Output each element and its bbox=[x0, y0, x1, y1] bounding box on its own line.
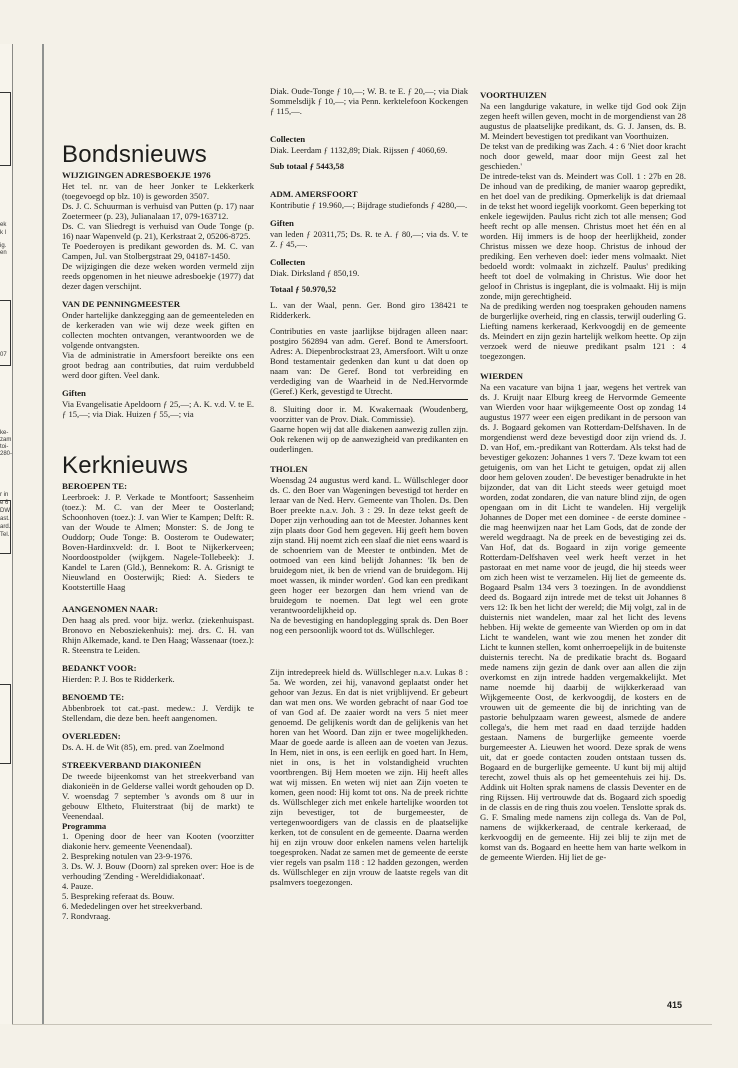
paragraph: Contributies en vaste jaarlijkse bijdragen alleen naar: postgiro 562894 van adm. Geref. Bond te Amersfoort. Adres: A. Diepenbrockstraat 23, Amersfoort. Wilt u onze Bond testamentair gedenken dan kunt u dat doen op naam van: De Geref. Bond tot verbreiding en verdediging van de Waarheid in de Ned.Hervormde (Geref.) Kerk, gevestigd te Utrecht. bbox=[270, 326, 468, 396]
page-number: 415 bbox=[667, 1000, 683, 1010]
list-item: 6. Mededelingen over het streekverband. bbox=[62, 901, 203, 911]
aangenomen-heading: AANGENOMEN NAAR: bbox=[62, 604, 159, 614]
collecten-heading: Collecten bbox=[270, 257, 306, 267]
paragraph: Leerbroek: J. P. Verkade te Montfoort; Sassenheim (toez.): M. C. van der Meer te Oosterland; Schoonhoven (toez.): J. van Wier te Kampen; Delft: R. van der Woude te Almen; Monster: S. de Jong te Ouddorp; Oude Tonge: B. Oosterom te Oudewater; Boven-Hardinxveld: dr. I. Boot te Nijkerkerveen; Noordoostpolder (wijkgem. Nagele-Tollebeek): J. Kandel te Laren (Gld.), Bennekom: R. A. Grisnigt te Nieuwland en Oosterwijk; Ried: A. Sieders te Kootstertille Haag bbox=[62, 492, 254, 592]
margin-fragment: 07 bbox=[0, 352, 7, 358]
binding-gutter bbox=[42, 44, 44, 1024]
list-item: 5. Bespreking referaat ds. Bouw. bbox=[62, 891, 175, 901]
list-item: 3. Ds. W. J. Bouw (Doorn) zal spreken over: Hoe is de verhouding 'Zending - Wereldidiakonaat'. bbox=[62, 861, 254, 881]
list-item: 2. Bespreking notulen van 23-9-1976. bbox=[62, 851, 193, 861]
penning-heading: VAN DE PENNINGMEESTER bbox=[62, 299, 181, 309]
paragraph: Na een langdurige vakature, in welke tijd God ook Zijn zegen heeft willen geven, mocht in de morgendienst van 28 augustus de plaatselijke predikant, ds. G. J. Jansen, ds. B. M. Meindert bevestigen tot predikant van Voorthuizen. bbox=[480, 101, 686, 141]
paragraph: Zijn intredepreek hield ds. Wüllschleger n.a.v. Lukas 8 : 5a. We worden, zei hij, vanavond geplaatst onder het gehoor van Jezus. En dat is niet vrijblijvend. Er gebeurt dan wat men ons. We worden gebracht of naar God toe of van God af. De zaaier wordt na vers 5 niet meer genoemd. De gelijkenis wordt dan de gelijkenis van het horen van het Woord. Dan zijn er twee mogelijkheden. Maar de goede aarde is alleen aan de voeten van Jezus. In Hem, niet in ons, is een eerlijk en goed hart. In Hem, niet in ons, is het in volstandigheid vruchten voortbrengen. Bij Hem moeten we zijn. Hij heeft alles wat wij missen. En weten wij niet aan Zijn voeten te komen, geen nood: Hij komt tot ons. Na de preek richtte ds. Wüllschleger zich met enkele hartelijke woorden tot zijn bevestiger, tot de burgemeester, de vertegenwoordigers van de classis en de plaatselijke kerken, tot de consulent en de gemeente. Daarna werden hij en zijn vrouw door enkelen namens velen hartelijk toegesproken. Nadat ze samen met de gemeente de eerste vier regels van psalm 118 : 12 hadden gezongen, werden ds. Wüllschleger en zijn vrouw de laatste regels van dit psalmvers toegezongen. bbox=[270, 667, 468, 887]
margin-fragment: toi- bbox=[0, 444, 9, 450]
margin-fragment: ard. bbox=[0, 524, 11, 530]
giften-heading: Giften bbox=[270, 218, 294, 228]
bedankt-heading: BEDANKT VOOR: bbox=[62, 663, 137, 673]
paragraph: De tweede bijeenkomst van het streekverband van diakonieën in de Gelderse vallei wordt gehouden op D. V. woensdag 7 september 's avonds om 8 uur in gebouw Eltheto, Fluiterstraat (bij de markt) te Veenendaal. bbox=[62, 771, 254, 821]
margin-fragment: ig. bbox=[0, 243, 7, 249]
total: Totaal ƒ 50.970,52 bbox=[270, 284, 337, 294]
collecten-heading: Collecten bbox=[270, 134, 306, 144]
paragraph: De wijzigingen die deze weken worden vermeld zijn reeds opgenomen in het nieuwe adresboekje (1977) dat dezer dagen verschijnt. bbox=[62, 261, 254, 291]
margin-fragment: en bbox=[0, 250, 7, 256]
margin-fragment: k l bbox=[0, 230, 6, 236]
column-1 bbox=[62, 142, 254, 921]
column-3 bbox=[480, 90, 686, 862]
margin-fragment: zam bbox=[0, 437, 12, 443]
paragraph: van leden ƒ 20311,75; Ds. R. te A. ƒ 80,—; via ds. V. te Z. ƒ 45,—. bbox=[270, 229, 468, 249]
paragraph: Hierden: P. J. Bos te Ridderkerk. bbox=[62, 674, 175, 684]
bondsnieuws-title: Bondsnieuws bbox=[62, 141, 207, 168]
voorthuizen-heading: VOORTHUIZEN bbox=[480, 90, 547, 100]
margin-fragment: 280- bbox=[0, 451, 13, 457]
paragraph: Kontributie ƒ 19.960,—; Bijdrage studiefonds ƒ 4280,—. bbox=[270, 200, 468, 210]
margin-box bbox=[0, 684, 11, 764]
giften-heading: Giften bbox=[62, 388, 86, 398]
kerknieuws-title: Kerknieuws bbox=[62, 452, 189, 479]
signature: L. van der Waal, penn. Ger. Bond giro 138421 te Ridderkerk. bbox=[270, 300, 468, 320]
list-item: 8. Sluiting door ir. M. Kwakernaak (Woudenberg, voorzitter van de Prov. Diak. Commissie). bbox=[270, 404, 468, 424]
paragraph: Na de bevestiging en handoplegging sprak ds. Den Boer nog een persoonlijk woord tot ds. Wüllschleger. bbox=[270, 615, 468, 635]
paragraph: Abbenbroek tot cat.-past. medew.: J. Verdijk te Stellendam, die deze ben. heeft aangenomen. bbox=[62, 703, 254, 723]
paragraph: Via Evangelisatie Apeldoorn ƒ 25,—; A. K. v.d. V. te E. ƒ 15,—; via Diak. Huizen ƒ 55,—; via bbox=[62, 399, 254, 419]
margin-fragment: e 6 bbox=[0, 500, 9, 506]
paragraph: Gaarne hopen wij dat alle diakenen aanwezig zullen zijn. Ook rekenen wij op de aanwezigheid van predikanten en ouderlingen. bbox=[270, 424, 468, 454]
paragraph: Na de prediking werden nog toespraken gehouden namens de burgerlijke overheid, ring en classis, terwijl ouderling G. Liefting namens kerkeraad, Kerkvoogdij en de gemeente ds. Meindert en zijn gezin hartelijk welkom heette. Op zijn verzoek werd de nieuwe predikant psalm 121 : 4 toegezongen. bbox=[480, 301, 686, 361]
column-2 bbox=[270, 86, 468, 887]
paragraph: Het tel. nr. van de heer Jonker te Lekkerkerk (toegevoegd op blz. 10) is geworden 3507. bbox=[62, 181, 254, 201]
margin-box bbox=[0, 500, 11, 554]
divider bbox=[270, 399, 468, 400]
beroepen-heading: BEROEPEN TE: bbox=[62, 481, 128, 491]
margin-fragment: r in bbox=[0, 492, 9, 498]
paragraph: Diak. Dirksland ƒ 850,19. bbox=[270, 268, 360, 278]
paragraph: Diak. Oude-Tonge ƒ 10,—; W. B. te E. ƒ 20,—; via Diak Sommelsdijk ƒ 10,—; via Penn. kerktelefoon Kockengen ƒ 115,—. bbox=[270, 86, 468, 116]
paragraph: Na een vacature van bijna 1 jaar, wegens het vertrek van ds. J. Kruijt naar Elburg kreeg de Hervormde Gemeente van Wierden voor haar wijkgemeente Oost op zondag 14 augustus 1977 weer een eigen predikant in de persoon van ds. J. Bogaard gekomen van Rotterdam-Delfshaven. In de morgendienst werd deze bevestigd door zijn vriend ds. J. D. van Hof, em.-predikant van Rotterdam. Als tekst had de bevestiger gekozen: Johannes 1 vers 7. 'Deze kwam tot een getuigenis, om van het Licht te getuigen, opdat zij allen door hem geloven zouden'. De bevestiger benadrukte in het bijzonder, dat van dit Licht steeds weer getuigd moet worden, zodat zondaren, die van nature blind zijn, de ogen opengaan om in dit Licht te wandelen. Hij vergelijk Johannes de Doper met een dominee - de eerste dominee - die mag heenwijzen naar het Lam Gods, dat de zonde der wereld wegdraagt. Na de preek en de bevestiging zei ds. Van Hof, dat ds. Bogaard in zijn vorige gemeente Rotterdam-Delfshaven veel werk heeft verzet in het pastoraat en met name voor de jeugd, die hij steeds weer om zich heen wist te verzamelen. Hij liet de gemeente ds. Bogaard Psalm 134 vers 3 toezingen. In de avonddienst deed ds. Bogaard zijn intrede met de tekst uit Johannes 8 vers 12: Ik ben het licht der wereld; die Mij volgt, zal in de duisternis niet wandelen, maar zal het licht des levens hebben. Hij wekte de gemeente van Wierden op om in dat Licht te wandelen, want wie zou menen het zonder dit Licht te kunnen stellen, komt onherroepelijk in de buitenste duisternis terecht. Na de predikatie bracht ds. Bogaard mede namens zijn gezin de dank over aan allen die zijn overkomst en zijn intrede hadden vergemakkelijkt. Met name noemde hij daarbij de wijkkerkeraad van Wijkgemeente Oost, de kerkvoogdij, de kosters en de vrouwen uit de gemeente die bij de inrichting van de pastorie behulpzaam waren geweest, alsmede de andere collega's, die hem met raad en daad terzijde hadden gestaan. Namens de burgerlijke gemeente voerde burgemeester A. Lieuwen het woord. Deze sprak de wens uit, dat er goede contacten zouden ontstaan tussen ds. Bogaard en de burgerlijke gemeente. U kunt bij mij altijd terecht, zowel thuis als op het gemeentehuis zei hij. Ds. Addink uit Holten sprak namens de classis Deventer en de ring Rijssen. Hij vertrouwde dat ds. Bogaard zich spoedig in de classis en de ring thuis zou voelen. Tenslotte sprak ds. G. F. Smaling mede namens zijn collega ds. Van de Pol, namens de wijkkerkeraad, de centrale kerkeraad, de kerkvoogdij en de gemeente. Hij zei blij te zijn met de komst van ds. Bogaard en heette hem van harte welkom in de gemeente Wierden. Hij liet de ge- bbox=[480, 382, 686, 862]
margin-fragment: ast. bbox=[0, 516, 10, 522]
streek-heading: STREEKVERBAND DIAKONIEËN bbox=[62, 760, 202, 770]
benoemd-heading: BENOEMD TE: bbox=[62, 692, 125, 702]
adm-heading: ADM. AMERSFOORT bbox=[270, 189, 358, 199]
paragraph: Ds. A. H. de Wit (85), em. pred. van Zoelmond bbox=[62, 742, 225, 752]
tholen-heading: THOLEN bbox=[270, 464, 308, 474]
paragraph: Onder hartelijke dankzegging aan de gemeenteleden en de kerkeraden van wie wij deze week giften en collecten mochten ontvangen, verantwoorden we de volgende ontvangsten. bbox=[62, 310, 254, 350]
list-item: 1. Opening door de heer van Kooten (voorzitter diakonie herv. gemeente Veenendaal). bbox=[62, 831, 254, 851]
paragraph: Woensdag 24 augustus werd kand. L. Wüllschleger door ds. C. den Boer van Wageningen bevestigd tot herder en leraar van de Ned. Herv. Gemeente van Tholen. Ds. Den Boer preekte n.a.v. Joh. 3 : 29. In deze tekst geeft de Doper zijn verhouding aan tot de Meester. Johannes kent zijn plaats door God hem gegeven. Hij geeft hem boven zijn stand. Hij noemt zich een slaaf die niet eens waard is de schoenriem van de Meester te ontbinden. Met de ootmoed van een kind belijdt Johannes: 'Ik ben de bruidegom niet, ik ben de vriend van de bruidegom. Hij moet wassen, ik minder worden'. God kan een predikant geen hoger eer bezorgen dan hem vriend van de bruidegom te noemen. Dat legt wel een grote verantwoordelijkheid op. bbox=[270, 475, 468, 615]
paragraph: Diak. Leerdam ƒ 1132,89; Diak. Rijssen ƒ 4060,69. bbox=[270, 145, 448, 155]
list-item: 7. Rondvraag. bbox=[62, 911, 111, 921]
paragraph: Ds. C. van Sliedregt is verhuisd van Oude Tonge (p. 16) naar Wapenveld (p. 21), Kerkstraat 2, 05206-8725. bbox=[62, 221, 254, 241]
paragraph: De tekst van de prediking was Zach. 4 : 6 'Niet door kracht noch door geweld, maar door mijn Geest zal het geschieden.' bbox=[480, 141, 686, 171]
margin-fragment: Tel. bbox=[0, 532, 10, 538]
overleden-heading: OVERLEDEN: bbox=[62, 731, 121, 741]
page-bottom-rule bbox=[12, 1024, 712, 1025]
wierden-heading: WIERDEN bbox=[480, 371, 524, 381]
subtotal: Sub totaal ƒ 5443,58 bbox=[270, 161, 345, 171]
wijzigingen-heading: WIJZIGINGEN ADRESBOEKJE 1976 bbox=[62, 170, 211, 180]
list-item: 4. Pauze. bbox=[62, 881, 94, 891]
paragraph: Te Poederoyen is predikant geworden ds. M. C. van Campen, Jul. van Stolbergstraat 29, 04187-1450. bbox=[62, 241, 254, 261]
margin-fragment: DW, bbox=[0, 508, 12, 514]
margin-box bbox=[0, 92, 11, 166]
margin-fragment: ek bbox=[0, 222, 7, 228]
paragraph: Den haag als pred. voor bijz. werkz. (ziekenhuispast. Bronovo en Nebosziekenhuis): mej. drs. C. H. van Rhijn Alkemade, kand. te Den Haag; Wassenaar (toez.): R. Steenstra te Leiden. bbox=[62, 615, 254, 655]
paragraph: Via de administratie in Amersfoort bereikte ons een groot bedrag aan contributies, dat ruim verdubbeld werd door giften. Veel dank. bbox=[62, 350, 254, 380]
margin-fragment: ke- bbox=[0, 430, 9, 436]
paragraph: Ds. J. C. Schuurman is verhuisd van Putten (p. 17) naar Zoetermeer (p. 23), Julianalaan 17, 079-163712. bbox=[62, 201, 254, 221]
margin-box bbox=[0, 300, 11, 366]
programma-label: Programma bbox=[62, 821, 107, 831]
paragraph: De intrede-tekst van ds. Meindert was Coll. 1 : 27b en 28. De inhoud van de prediking, de manier waarop gepredikt, en het doel van de prediking. Opmerkelijk is dat driemaal in de tekst het woord iegelijk voorkomt. Geen beperking tot enkele iegewijden. Paulus richt zich tot alle mensen; God heeft recht op alle mensen. Christus moet het één en al worden. Hij immers is de hoop der heerlijkheid, zonder Christus missen we deze hoop. Christus de inhoud der prediking. Een verheven doel: ieder mens volmaakt. Niet bedoeld wordt: volmaakt in zichzelf. Paulus' prediking heeft tot doel de volmaking in Christus. Wie door het geloof in Christus is ingeplant, die is volmaakt. Hij is mijn zonde, mijn gerechtigheid. bbox=[480, 171, 686, 301]
